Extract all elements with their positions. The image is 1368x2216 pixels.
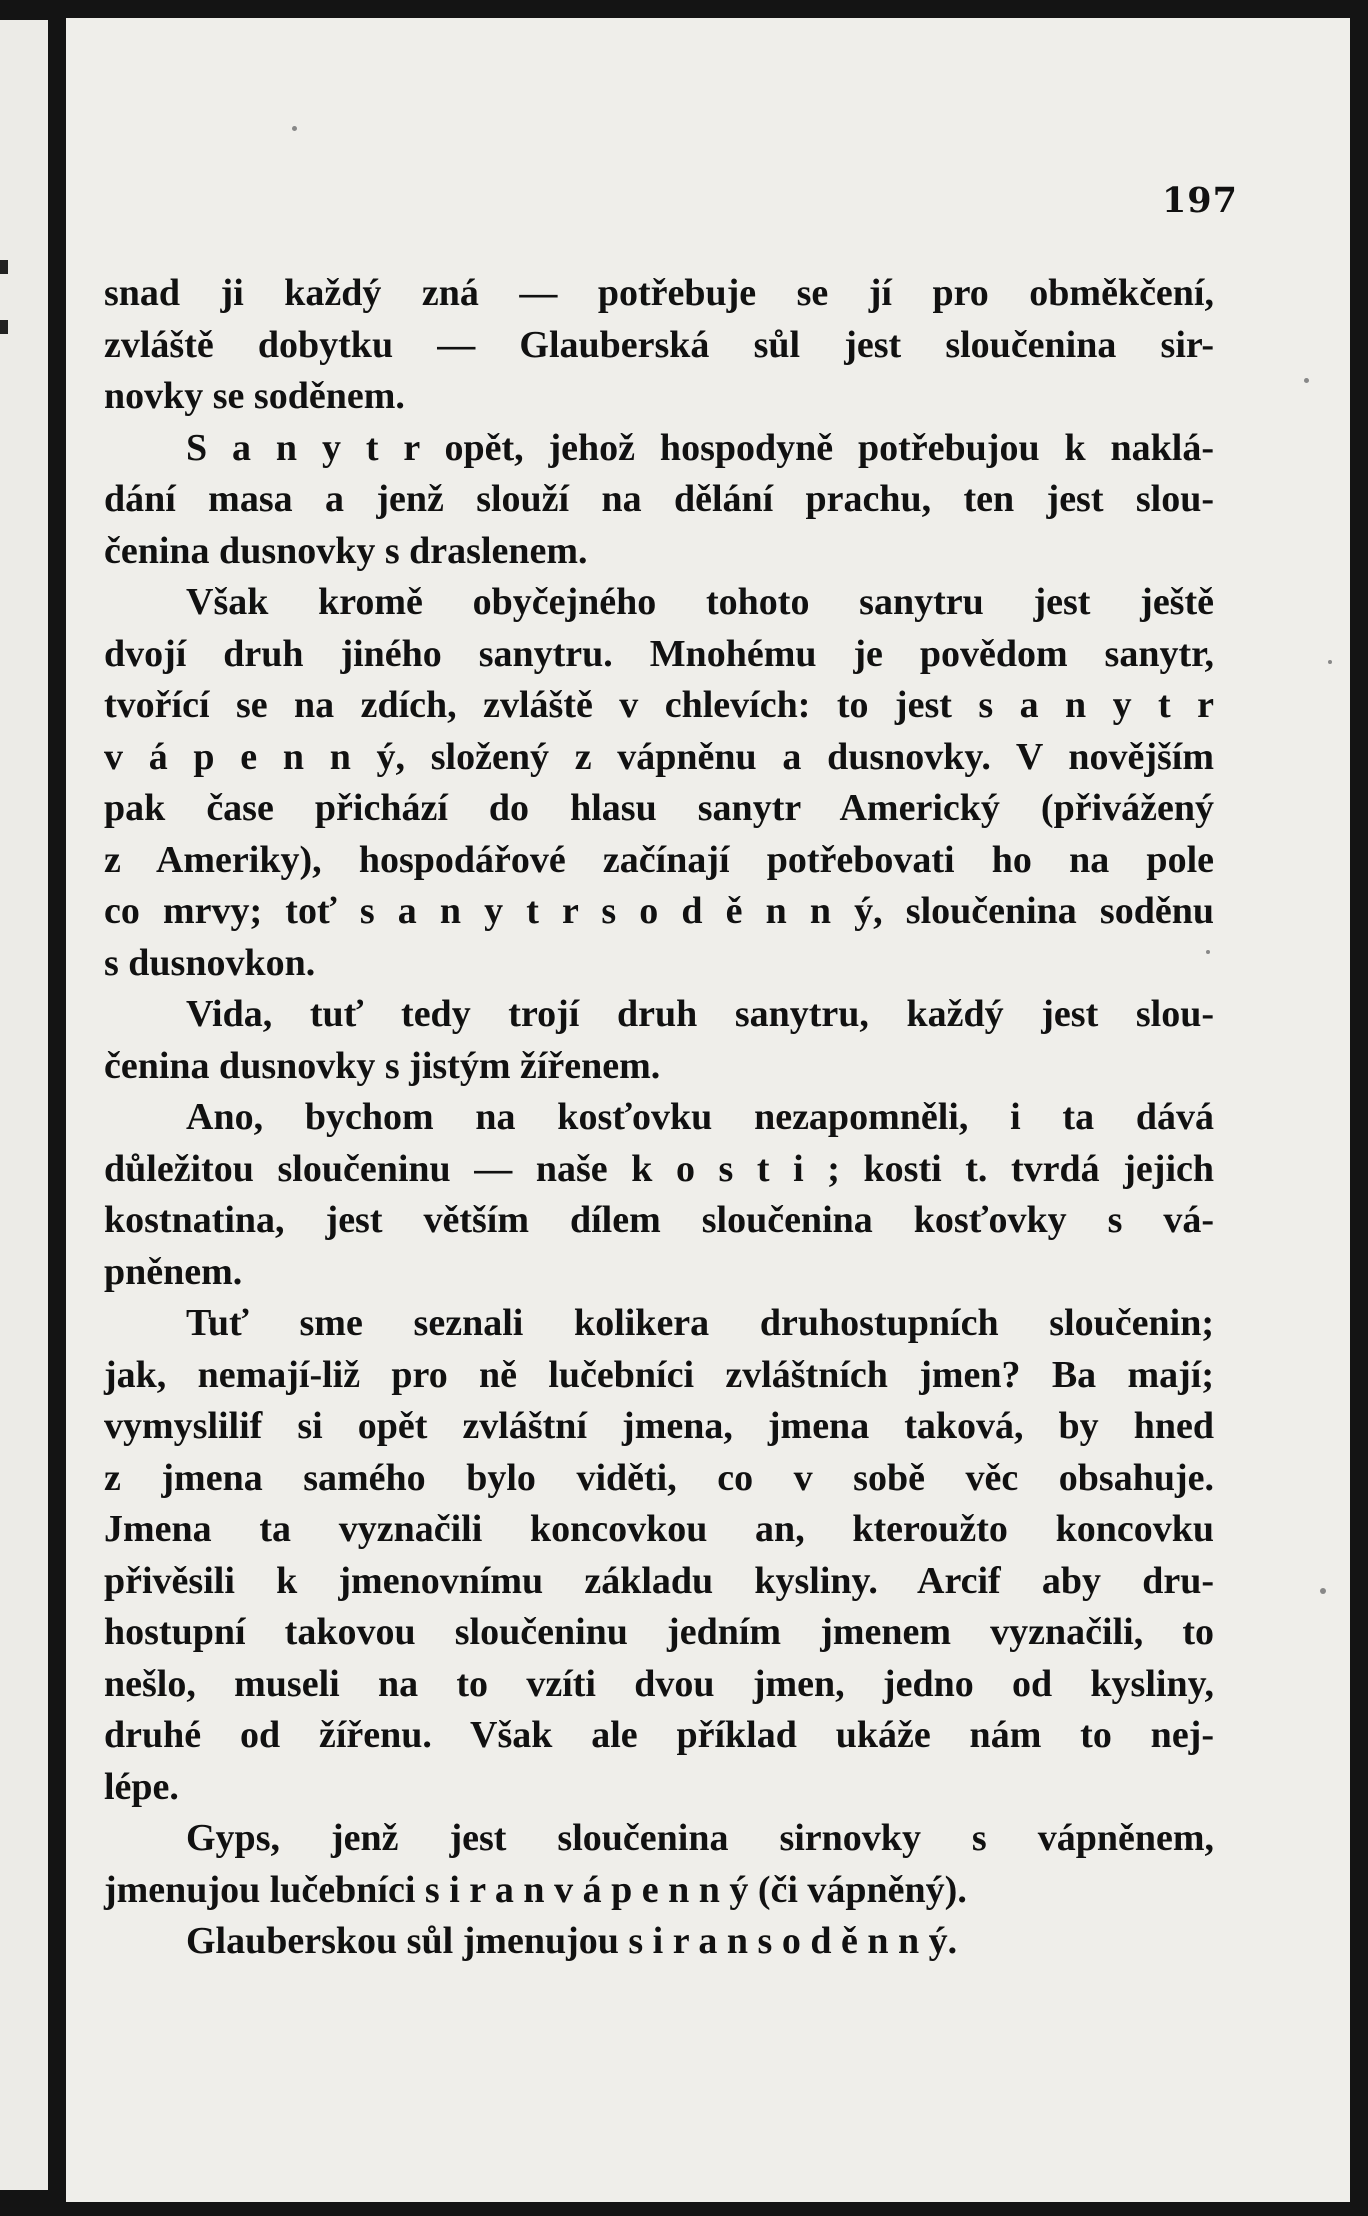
paper-speck bbox=[1304, 378, 1309, 383]
text-line: novky se soděnem. bbox=[104, 375, 405, 417]
text-line: jak, nemají-liž pro ně lučebníci zvláštních jmen? Ba mají; bbox=[104, 1353, 1214, 1396]
text-line: druhé od žířenu. Však ale příklad ukáže nám to nej- bbox=[104, 1714, 1214, 1756]
text-line: dvojí druh jiného sanytru. Mnohému je povědom sanytr, bbox=[104, 632, 1214, 675]
adjacent-page-edge bbox=[0, 20, 48, 2190]
text-line: jmenujou lučebníci s i r a n v á p e n n ý (či vápněný). bbox=[104, 1868, 967, 1911]
text-line: S a n y t r opět, jehož hospodyně potřebujou k naklá- bbox=[186, 426, 1214, 469]
text-line: tvořící se na zdích, zvláště v chlevích: to jest s a n y t r bbox=[104, 684, 1214, 726]
page-number: 197 bbox=[1161, 180, 1238, 221]
text-line: přivěsili k jmenovnímu základu kysliny. Arcif aby dru- bbox=[104, 1559, 1214, 1602]
text-line: Tuť sme seznali kolikera druhostupních sloučenin; bbox=[186, 1302, 1214, 1344]
text-line: dání masa a jenž slouží na dělání prachu, ten jest slou- bbox=[104, 478, 1214, 520]
text-line: Jmena ta vyznačili koncovkou an, kteroužto koncovku bbox=[104, 1508, 1214, 1550]
text-line: nešlo, museli na to vzíti dvou jmen, jedno od kysliny, bbox=[104, 1662, 1214, 1705]
text-line: Glauberskou sůl jmenujou s i r a n s o d ě n n ý. bbox=[186, 1920, 958, 1962]
text-line: v á p e n n ý, složený z vápněnu a dusnovky. V novějším bbox=[104, 735, 1214, 778]
text-line: zvláště dobytku — Glauberská sůl jest sloučenina sir- bbox=[104, 323, 1214, 366]
adjacent-page-mark bbox=[0, 320, 8, 334]
text-line: pak čase přichází do hlasu sanytr Americký (přivážený bbox=[104, 787, 1214, 829]
text-line: co mrvy; toť s a n y t r s o d ě n n ý, sloučenina soděnu bbox=[104, 890, 1214, 932]
text-line: důležitou sloučeninu — naše k o s t i ; kosti t. tvrdá jejich bbox=[104, 1147, 1214, 1190]
text-line: Gyps, jenž jest sloučenina sirnovky s vápněnem, bbox=[186, 1817, 1214, 1859]
text-line: z jmena samého bylo viděti, co v sobě věc obsahuje. bbox=[104, 1456, 1214, 1499]
adjacent-page-mark bbox=[0, 260, 8, 274]
paper-speck bbox=[1328, 660, 1332, 664]
paper-speck bbox=[292, 126, 297, 131]
text-line: hostupní takovou sloučeninu jedním jmenem vyznačili, to bbox=[104, 1611, 1214, 1653]
book-page bbox=[66, 18, 1350, 2202]
text-line: čenina dusnovky s draslenem. bbox=[104, 529, 588, 572]
text-line: kostnatina, jest větším dílem sloučenina kosťovky s vá- bbox=[104, 1199, 1214, 1241]
text-line: čenina dusnovky s jistým žířenem. bbox=[104, 1044, 661, 1087]
text-line: s dusnovkon. bbox=[104, 941, 316, 984]
text-line: vymyslilif si opět zvláštní jmena, jmena taková, by hned bbox=[104, 1405, 1214, 1447]
text-line: Ano, bychom na kosťovku nezapomněli, i ta dává bbox=[186, 1096, 1214, 1138]
text-line: Však kromě obyčejného tohoto sanytru jest ještě bbox=[186, 581, 1214, 623]
text-line: lépe. bbox=[104, 1765, 179, 1808]
paper-speck bbox=[1320, 1588, 1326, 1594]
body-text bbox=[104, 268, 1214, 1968]
text-line: pněnem. bbox=[104, 1250, 243, 1293]
text-line: z Ameriky), hospodářové začínají potřebovati ho na pole bbox=[104, 838, 1214, 881]
text-line: snad ji každý zná — potřebuje se jí pro obměkčení, bbox=[104, 272, 1214, 314]
text-line: Vida, tuť tedy trojí druh sanytru, každý jest slou- bbox=[186, 993, 1214, 1035]
